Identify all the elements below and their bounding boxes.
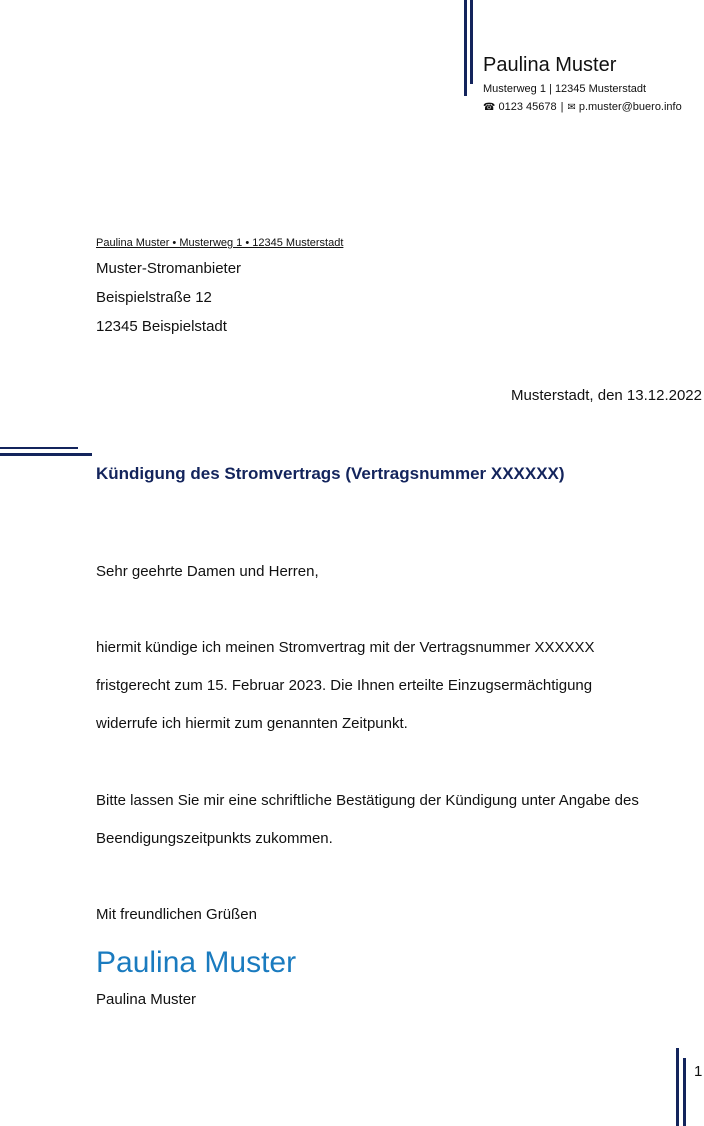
closing: Mit freundlichen Grüßen [96,906,257,923]
salutation: Sehr geehrte Damen und Herren, [96,563,319,580]
paragraph1-line: hiermit kündige ich meinen Stromvertrag mit der Vertragsnummer XXXXXX [96,639,595,656]
paragraph2-line: Beendigungszeitpunkts zukommen. [96,830,333,847]
sender-address: Musterweg 1 | 12345 Musterstadt [483,83,647,95]
subject-line: Kündigung des Stromvertrags (Vertragsnummer XXXXXX) [96,464,565,483]
paragraph1-line: fristgerecht zum 15. Februar 2023. Die Ihnen erteilte Einzugsermächtigung [96,677,593,694]
sender-contact [483,101,682,113]
recipient-street: Beispielstraße 12 [96,289,212,306]
sender-phone: 0123 45678 [498,101,557,113]
phone-icon: ☎ [483,101,496,113]
return-address-line: Paulina Muster • Musterweg 1 • 12345 Musterstadt [96,237,344,249]
subject-accent-line-bottom [0,453,92,456]
envelope-icon: ✉ [567,101,576,113]
footer-accent-bar-right [683,1058,686,1126]
signature-script: Paulina Muster [96,946,297,979]
contact-separator: | [560,101,564,113]
date-line: Musterstadt, den 13.12.2022 [511,387,702,404]
sender-name: Paulina Muster [483,54,617,76]
header-accent-bar-left [464,0,467,96]
signature-name: Paulina Muster [96,991,197,1008]
header-accent-bar-right [470,0,473,84]
subject-accent-line-top [0,447,78,449]
recipient-company: Muster-Stromanbieter [96,260,242,277]
paragraph2-line: Bitte lassen Sie mir eine schriftliche Bestätigung der Kündigung unter Angabe des [96,792,639,809]
paragraph1-line: widerrufe ich hiermit zum genannten Zeitpunkt. [96,715,408,732]
footer-accent-bar-left [676,1048,679,1126]
sender-email: p.muster@buero.info [578,101,682,113]
page-number: 1 [694,1063,703,1080]
recipient-city: 12345 Beispielstadt [96,318,227,335]
